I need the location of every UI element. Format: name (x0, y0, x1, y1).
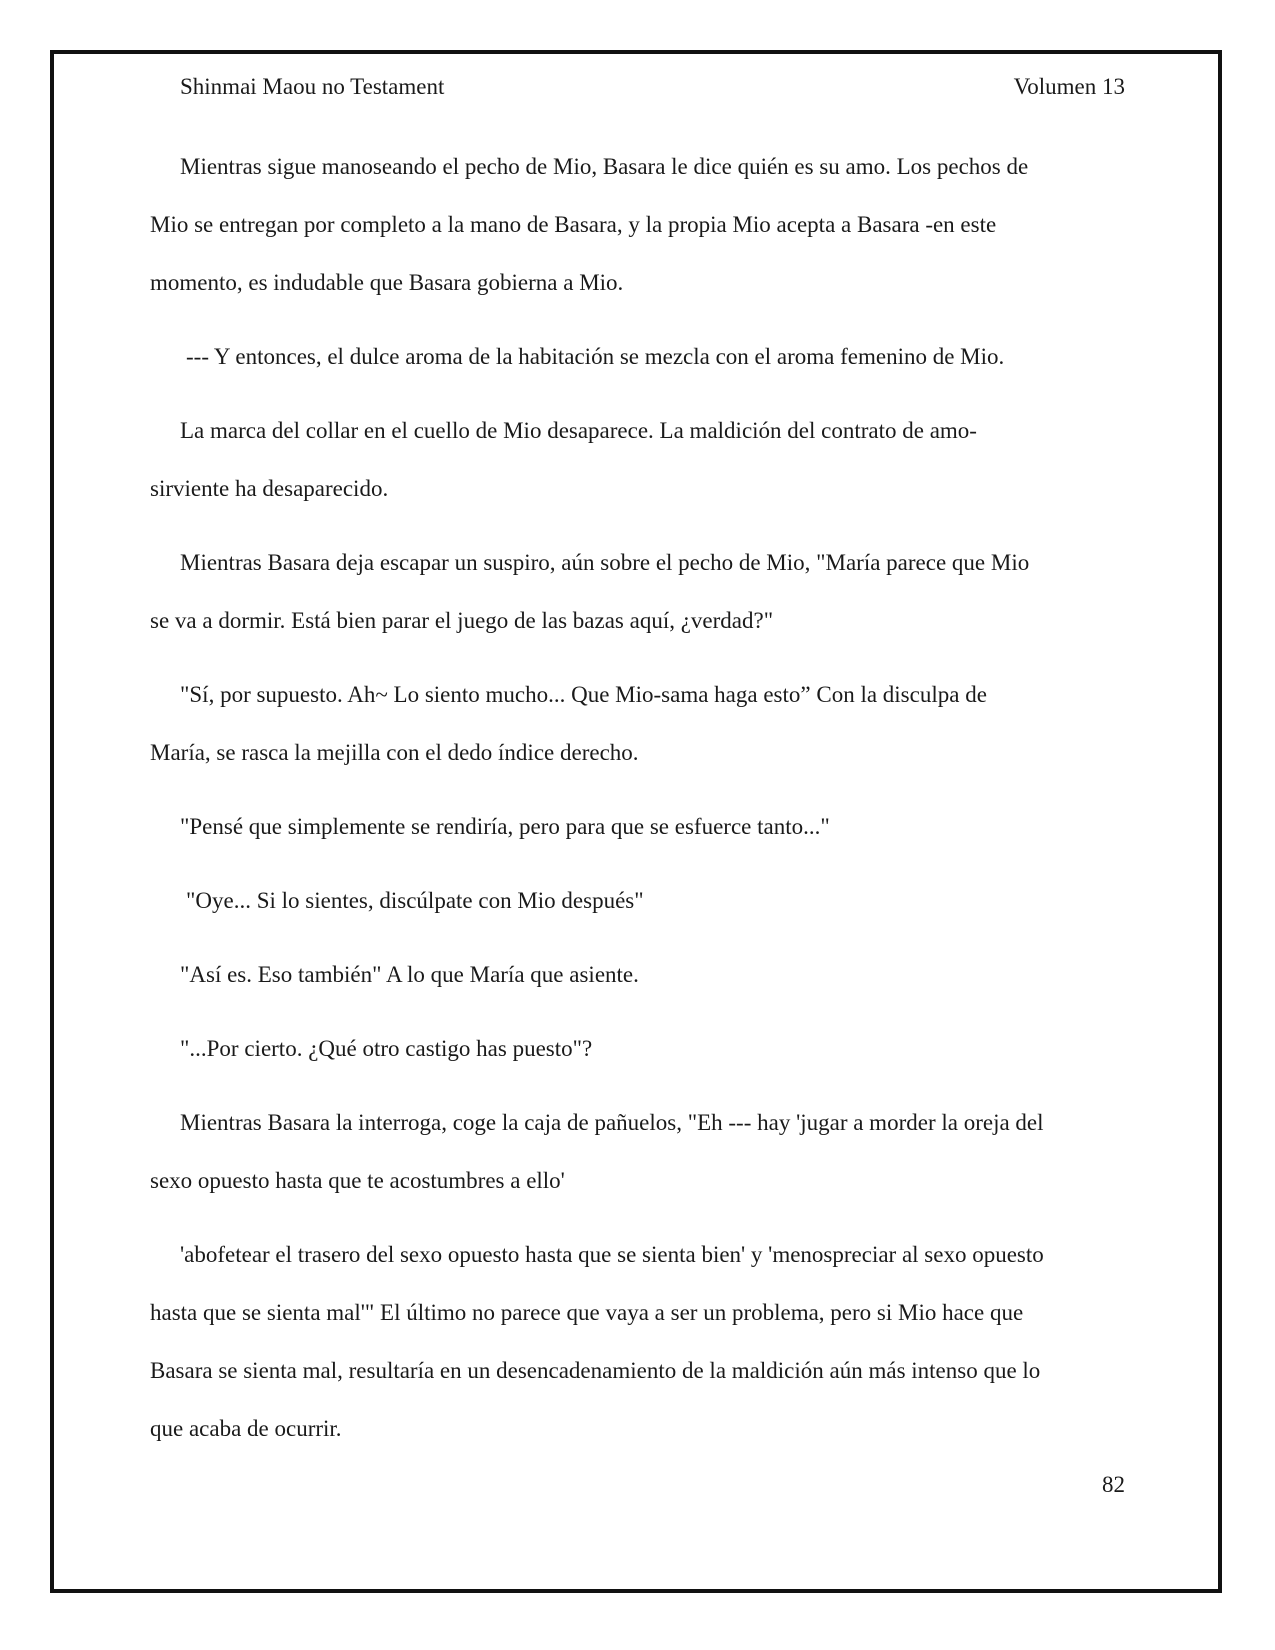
paragraph (150, 1094, 1125, 1210)
text-line: sirviente ha desaparecido. (150, 476, 389, 501)
text-line: Mientras sigue manoseando el pecho de Mio, Basara le dice quién es su amo. Los pechos de (180, 154, 1029, 179)
text-line: hasta que se sienta mal'" El último no parece que vaya a ser un problema, pero si Mio hace que (150, 1300, 1024, 1325)
paragraph (150, 1020, 1125, 1078)
paragraph (150, 946, 1125, 1004)
text-line: se va a dormir. Está bien parar el juego de las bazas aquí, ¿verdad?" (150, 608, 774, 633)
text-line: "Pensé que simplemente se rendiría, pero para que se esfuerce tanto..." (180, 814, 830, 839)
paragraph (150, 402, 1125, 518)
paragraph (150, 138, 1125, 312)
text-line: "Sí, por supuesto. Ah~ Lo siento mucho... Que Mio-sama haga esto” Con la disculpa de (180, 682, 987, 707)
text-line: que acaba de ocurrir. (150, 1416, 342, 1441)
running-header-volume: Volumen 13 (1013, 74, 1125, 99)
text-line: sexo opuesto hasta que te acostumbres a ello' (150, 1168, 565, 1193)
text-line: 'abofetear el trasero del sexo opuesto hasta que se sienta bien' y 'menospreciar al sexo opuesto (180, 1242, 1044, 1267)
text-line: --- Y entonces, el dulce aroma de la habitación se mezcla con el aroma femenino de Mio. (186, 344, 1005, 369)
text-line: Mio se entregan por completo a la mano de Basara, y la propia Mio acepta a Basara -en este (150, 212, 997, 237)
text-line: María, se rasca la mejilla con el dedo índice derecho. (150, 740, 639, 765)
paragraph (150, 328, 1125, 386)
paragraph (150, 798, 1125, 856)
text-line: La marca del collar en el cuello de Mio desaparece. La maldición del contrato de amo- (180, 418, 977, 443)
text-line: "...Por cierto. ¿Qué otro castigo has puesto"? (180, 1036, 593, 1061)
text-line: Mientras Basara la interroga, coge la caja de pañuelos, "Eh --- hay 'jugar a morder la oreja del (180, 1110, 1044, 1135)
page-number: 82 (1102, 1472, 1125, 1497)
paragraph (150, 1226, 1125, 1458)
paragraph (150, 872, 1125, 930)
running-header-title: Shinmai Maou no Testament (180, 74, 445, 99)
text-line: Mientras Basara deja escapar un suspiro, aún sobre el pecho de Mio, "María parece que Mio (180, 550, 1030, 575)
paragraph (150, 666, 1125, 782)
text-line: Basara se sienta mal, resultaría en un desencadenamiento de la maldición aún más intenso que lo (150, 1358, 1041, 1383)
body-text (150, 138, 1125, 1474)
paragraph (150, 534, 1125, 650)
text-line: "Oye... Si lo sientes, discúlpate con Mio después" (186, 888, 644, 913)
text-line: "Así es. Eso también" A lo que María que asiente. (180, 962, 639, 987)
text-line: momento, es indudable que Basara gobierna a Mio. (150, 270, 624, 295)
